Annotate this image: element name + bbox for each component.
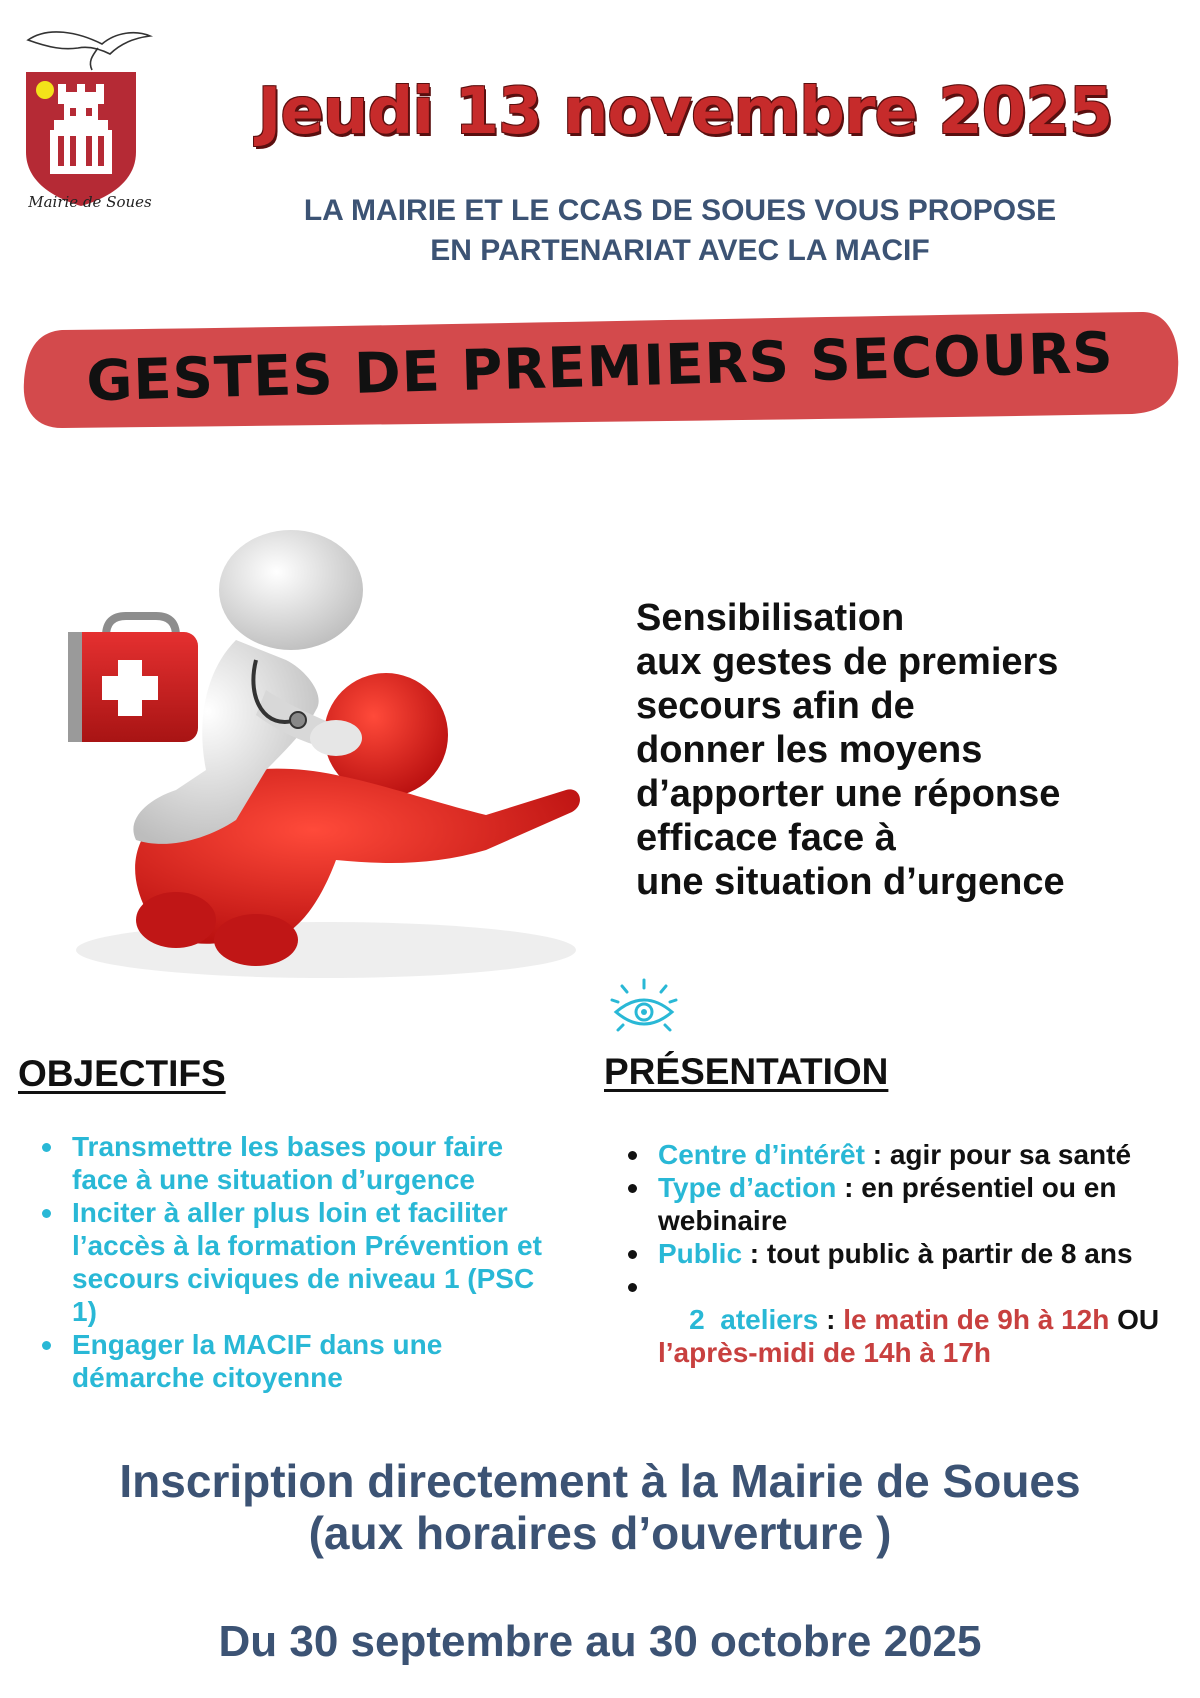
objective-item: Engager la MACIF dans une démarche citoyenne xyxy=(42,1328,562,1394)
event-date-title: Jeudi 13 novembre 2025 xyxy=(257,75,1113,149)
description-line: Sensibilisation xyxy=(636,597,905,639)
or-separator: OU xyxy=(1109,1304,1167,1335)
presentation-value: en présentiel ou en webinaire xyxy=(658,1172,1117,1236)
logo-caption: Mairie de Soues xyxy=(28,193,152,211)
objectives-title: OBJECTIFS xyxy=(18,1053,226,1094)
presentation-separator: : xyxy=(818,1304,844,1335)
mairie-de-soues-logo xyxy=(18,22,168,212)
registration-line: Inscription directement à la Mairie de Soues xyxy=(119,1455,1081,1507)
presentation-label: Type d’action xyxy=(658,1172,837,1203)
description-line: une situation d’urgence xyxy=(636,861,1065,903)
description-line: aux gestes de premiers xyxy=(636,641,1059,683)
opening-hours-line: (aux horaires d’ouverture ) xyxy=(308,1507,892,1559)
description-line: donner les moyens xyxy=(636,729,983,771)
banner-title: GESTES DE PREMIERS SECOURS xyxy=(85,320,1115,415)
presentation-title: PRÉSENTATION xyxy=(604,1051,889,1092)
intro-line-2: EN PARTENARIAT AVEC LA MACIF xyxy=(430,234,930,267)
objectives-list xyxy=(42,1130,562,1394)
presentation-item xyxy=(628,1270,1188,1402)
afternoon-session: l’après-midi de 14h à 17h xyxy=(658,1337,992,1368)
presentation-item xyxy=(628,1138,1188,1171)
registration-dates: Du 30 septembre au 30 octobre 2025 xyxy=(218,1617,982,1666)
eye-icon xyxy=(608,978,680,1040)
presentation-label: Centre d’intérêt xyxy=(658,1139,865,1170)
description-line: efficace face à xyxy=(636,817,896,859)
presentation-separator: : xyxy=(836,1172,862,1203)
presentation-separator: : xyxy=(742,1238,767,1269)
presentation-label: Public xyxy=(658,1238,743,1269)
first-aid-kit-icon xyxy=(68,616,198,742)
description-line: secours afin de xyxy=(636,685,915,727)
morning-session: le matin de 9h à 12h xyxy=(843,1304,1110,1335)
presentation-value: agir pour sa santé xyxy=(889,1139,1132,1170)
objective-item: Inciter à aller plus loin et faciliter l’accès à la formation Prévention et secours civiques de niveau 1 (PSC 1) xyxy=(42,1196,562,1328)
presentation-value: tout public à partir de 8 ans xyxy=(766,1238,1133,1269)
presentation-list xyxy=(628,1138,1188,1402)
description-line: d’apporter une réponse xyxy=(636,773,1061,815)
presentation-separator: : xyxy=(864,1139,890,1170)
presentation-label: 2 ateliers xyxy=(689,1304,819,1335)
first-aid-cpr-illustration-icon xyxy=(6,520,606,1000)
description-text xyxy=(636,596,1176,904)
intro-line-1: LA MAIRIE ET LE CCAS DE SOUES VOUS PROPOSE xyxy=(303,194,1057,227)
objective-item: Transmettre les bases pour faire face à une situation d’urgence xyxy=(42,1130,562,1196)
presentation-item xyxy=(628,1237,1188,1270)
presentation-item xyxy=(628,1171,1188,1237)
